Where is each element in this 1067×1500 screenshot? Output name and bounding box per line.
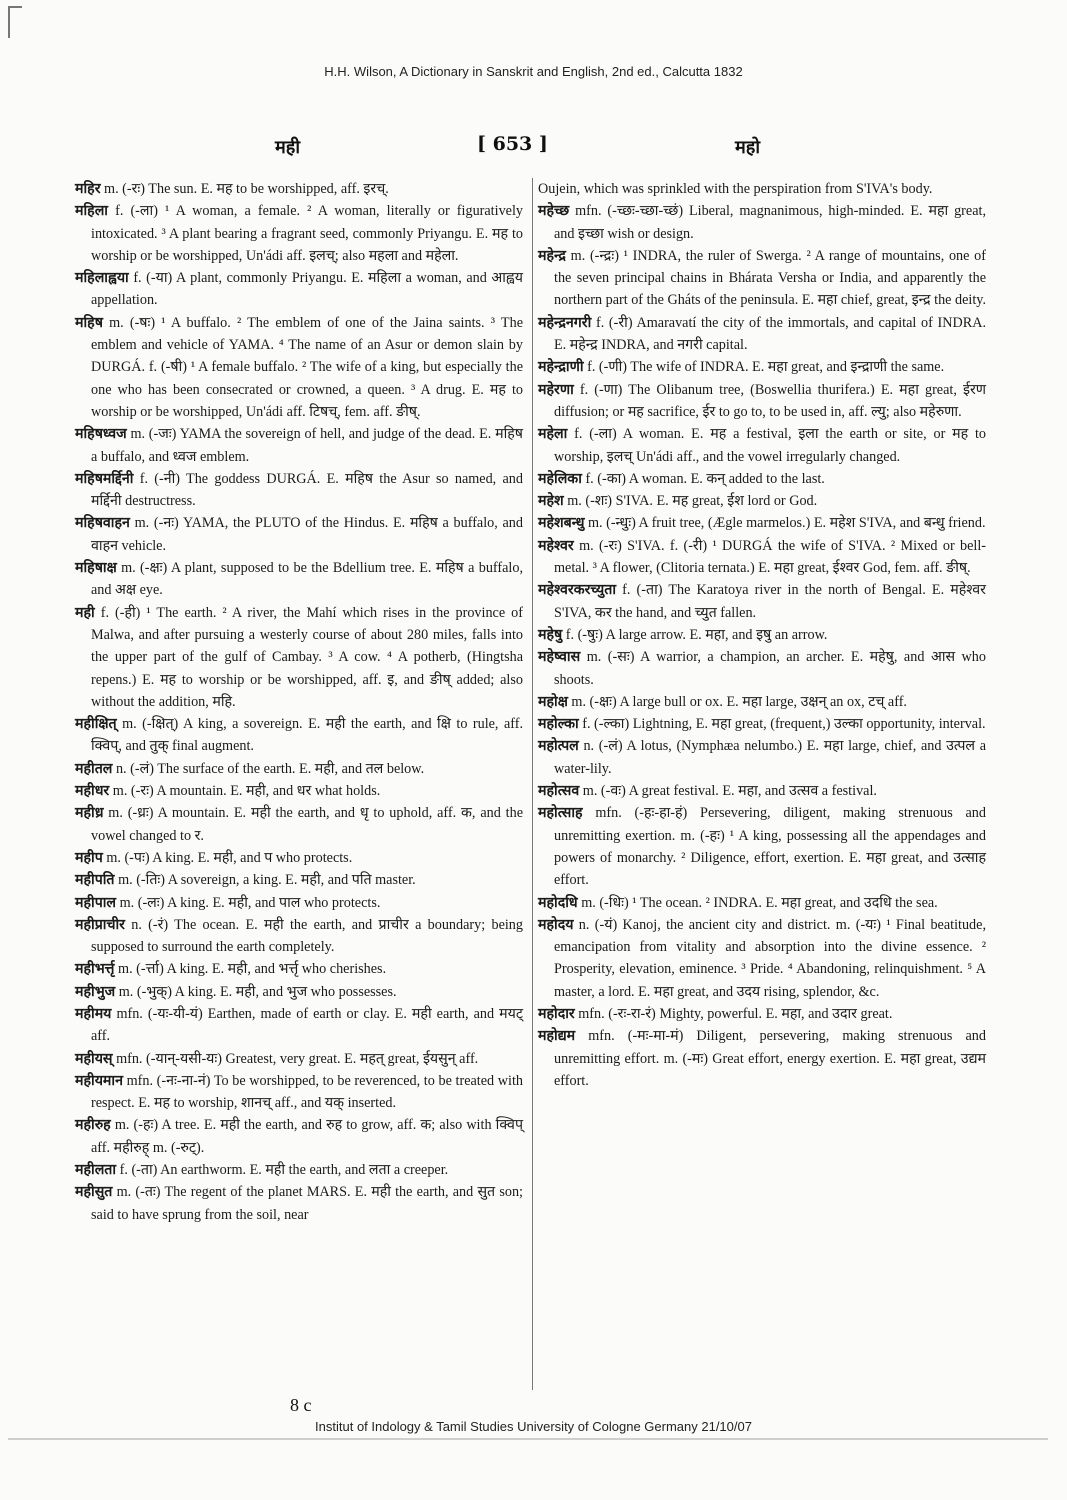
entry-definition: f. (-री) Amaravatí the city of the immortals, and capital of INDRA. E. महेन्द्र INDRA, and नगरी capital.: [554, 314, 986, 354]
entry-definition: m. (-क्षः) A large bull or ox. E. महा large, उक्षन् an ox, टच् aff.: [567, 693, 907, 710]
entry-headword: महेश्वर: [538, 537, 574, 554]
entry-headword: महोदय: [538, 916, 574, 933]
entry-definition: m. (-न्धुः) A fruit tree, (Ægle marmelos.) E. महेश S'IVA, and बन्धु friend.: [584, 515, 986, 532]
entry-headword: महेन्द्र: [538, 247, 566, 264]
entry-headword: महोत्साह: [538, 805, 583, 822]
dictionary-entry: [75, 312, 523, 423]
entry-headword: महीप: [75, 849, 103, 866]
entry-definition: m. (-क्षित्) A king, a sovereign. E. मही the earth, and क्षि to rule, aff. क्विप्, and तुक् final augment.: [91, 716, 523, 755]
entry-headword: महोत्पल: [538, 738, 579, 755]
dictionary-entry: [75, 178, 523, 200]
entry-definition: f. (-ला) A woman. E. मह a festival, इला the earth or site, or मह to worship, इलच् Un'ádi aff., and the vowel irregularly changed.: [554, 426, 986, 465]
entry-definition: f. (-षुः) A large arrow. E. महा, and इषु an arrow.: [562, 626, 828, 643]
entry-definition: f. (-णा) The Olibanum tree, (Boswellia thurifera.) E. महा great, ईरण diffusion; or मह sacrifice, ईर to go to, to be used in, aff. ल्यु; also महेरुणा.: [554, 381, 986, 420]
entry-definition: f. (-नी) The goddess DURGÁ. E. महिष the Asur so named, and मर्द्दिनी destructress.: [91, 470, 523, 510]
entry-definition: f. (-का) A woman. E. कन् added to the last.: [581, 470, 825, 487]
entry-definition: f. (-या) A plant, commonly Priyangu. E. महिला a woman, and आह्वय appellation.: [91, 270, 523, 309]
entry-headword: महिषाक्ष: [75, 560, 117, 577]
left-column: [75, 178, 523, 1226]
dictionary-entry: [538, 780, 986, 802]
dictionary-entry: [538, 1003, 986, 1025]
entry-definition: f. (-ता) An earthworm. E. मही the earth, and लता a creeper.: [116, 1162, 449, 1179]
dictionary-entry: [75, 512, 523, 557]
entry-definition: f. (-ता) The Karatoya river in the north of Bengal. E. महेश्वर S'IVA, कर the hand, and च्युत fallen.: [554, 582, 986, 621]
entry-headword: महीयमान: [75, 1072, 123, 1089]
dictionary-entry: [538, 356, 986, 378]
entry-definition: m. (-सः) A warrior, a champion, an archer. E. महेषु, and आस who shoots.: [554, 649, 986, 688]
entry-definition: m. (-रः) The sun. E. मह to be worshipped, aff. इरच्.: [100, 181, 389, 197]
dictionary-entry: [75, 892, 523, 914]
dictionary-entry: [538, 490, 986, 512]
entry-headword: महेला: [538, 426, 568, 443]
dictionary-entry: [75, 267, 523, 312]
dictionary-entry: [75, 958, 523, 980]
entry-definition: n. (-लं) A lotus, (Nymphæa nelumbo.) E. महा large, chief, and उत्पल a water-lily.: [554, 738, 986, 777]
dictionary-entry: [75, 602, 523, 713]
dictionary-entry: [75, 869, 523, 891]
entry-definition: m. (-क्षः) A plant, supposed to be the Bdellium tree. E. महिष a buffalo, and अक्ष eye.: [91, 560, 523, 599]
entry-definition: m. (-तः) The regent of the planet MARS. E. मही the earth, and सुत son; said to have sprung from the soil, near: [91, 1184, 523, 1223]
entry-headword: महीयस्: [75, 1050, 113, 1067]
entry-definition: f. (-ल्का) Lightning, E. महा great, (frequent,) उल्का opportunity, interval.: [578, 716, 986, 733]
dictionary-entry: [75, 200, 523, 267]
entry-definition: m. (-ध्रः) A mountain. E. मही the earth, and धृ to uphold, aff. क, and the vowel changed to र.: [91, 805, 523, 844]
entry-headword: महीपाल: [75, 894, 117, 911]
dictionary-entry: [75, 468, 523, 513]
dictionary-entry: [538, 802, 986, 891]
entry-headword: महोल्का: [538, 716, 579, 733]
entry-definition: m. (-र्त्ता) A king. E. मही, and भर्त्तृ who cherishes.: [114, 961, 387, 978]
entry-headword: महोक्ष: [538, 693, 568, 710]
entry-definition: m. (-षः) ¹ A buffalo. ² The emblem of one of the Jaina saints. ³ The emblem and vehicle of YAMA. ⁴ The name of an Asur or demon slain by DURGÁ. f. (-षी) ¹ A female buffalo. ² The wife of a king, but especially the one who has been consecrated or crowned, a queen. ³ A drug. E. मह to worship or be worshipped, Un'ádi aff. टिषच्, fem. aff. ङीष्.: [91, 314, 523, 420]
dictionary-entry: [538, 423, 986, 468]
entry-headword: महीभर्त्तृ: [75, 961, 115, 978]
entry-definition: n. (-लं) The surface of the earth. E. मही, and तल below.: [112, 760, 425, 777]
entry-headword: महिष: [75, 314, 103, 331]
dictionary-entry: [75, 981, 523, 1003]
entry-definition: Oujein, which was sprinkled with the perspiration from S'IVA's body.: [538, 181, 933, 197]
dictionary-entry: [75, 914, 523, 959]
dictionary-entry: [75, 423, 523, 468]
entry-headword: महिषवाहन: [75, 515, 130, 532]
entry-headword: महिषमर्द्दिनी: [75, 470, 134, 487]
entry-definition: mfn. (-हः-हा-हं) Persevering, diligent, making strenuous and unremitting exertion. m. (-हः) ¹ A king, possessing all the appendages and powers of monarchy. ² Diligence, effort, exertion. E. महा great, and उत्साह effort.: [554, 805, 986, 889]
entry-headword: महीतल: [75, 760, 113, 777]
entry-headword: महीलता: [75, 1162, 117, 1179]
dictionary-entry: [538, 914, 986, 1003]
entry-definition: mfn. (-यान्-यसी-यः) Greatest, very great. E. महत् great, ईयसुन् aff.: [112, 1050, 479, 1067]
footer-credit: Institut of Indology & Tamil Studies University of Cologne Germany 21/10/07: [315, 1419, 752, 1434]
dictionary-entry: [75, 802, 523, 847]
entry-definition: n. (-यं) Kanoj, the ancient city and district. m. (-यः) ¹ Final beatitude, emancipation from vitality and absorption into the divine essence. ² Prosperity, elevation, eminence. ³ Pride. ⁴ Abandoning, relinquishment. ⁵ A master, a lord. E. महा great, and उदय rising, splendor, &c.: [554, 916, 986, 1000]
entry-definition: mfn. (-यः-यी-यं) Earthen, made of earth or clay. E. मही earth, and मयट् aff.: [91, 1005, 523, 1045]
entry-headword: महोत्सव: [538, 783, 580, 800]
entry-headword: महीपति: [75, 872, 115, 889]
column-divider: [532, 178, 533, 1390]
entry-definition: n. (-रं) The ocean. E. मही the earth, and प्राचीर a boundary; being supposed to surround the earth completely.: [91, 916, 523, 956]
dictionary-entry: [538, 691, 986, 713]
dictionary-entry: [538, 735, 986, 780]
entry-definition: m. (-तिः) A sovereign, a king. E. मही, and पति master.: [114, 872, 416, 889]
entry-headword: महोदार: [538, 1005, 575, 1022]
entry-headword: महेशबन्धु: [538, 515, 585, 532]
entry-headword: महीक्षित्: [75, 716, 117, 733]
entry-headword: महीभुज: [75, 983, 116, 1000]
page-number: [ 653 ]: [477, 133, 548, 155]
entry-definition: mfn. (-रः-रा-रं) Mighty, powerful. E. महा, and उदार great.: [574, 1005, 893, 1022]
entry-headword: महेलिका: [538, 470, 582, 487]
dictionary-entry: [75, 780, 523, 802]
entry-headword: महोदधि: [538, 894, 578, 911]
dictionary-entry: [538, 713, 986, 735]
entry-headword: महेश्वरकरच्युता: [538, 582, 617, 599]
entry-definition: mfn. (-मः-मा-मं) Diligent, persevering, making strenuous and unremitting effort. m. (-मः) Great effort, energy exertion. E. महा great, उद्यम effort.: [554, 1028, 986, 1089]
entry-definition: f. (-ही) ¹ The earth. ² A river, the Mahí which rises in the province of Malwa, and after pursuing a westerly course of about 280 miles, falls into the upper part of the gulf of Cambay. ³ A cow. ⁴ A potherb, (Hingtsha repens.) E. मह to worship or be worshipped, aff. इ, and ङीष् added; also without the addition, महि.: [91, 604, 523, 710]
entry-headword: महीधर: [75, 783, 110, 800]
entry-headword: महेश: [538, 493, 564, 510]
scan-corner-mark: [8, 6, 22, 38]
dictionary-entry: [75, 557, 523, 602]
entry-definition: m. (-धिः) ¹ The ocean. ² INDRA. E. महा great, and उदधि the sea.: [577, 894, 938, 911]
dictionary-entry: [538, 245, 986, 312]
dictionary-entry: [75, 847, 523, 869]
dictionary-entry: [538, 892, 986, 914]
entry-headword: महीसुत: [75, 1184, 113, 1201]
entry-definition: m. (-हः) A tree. E. मही the earth, and रुह to grow, aff. क; also with क्विप् aff. महीरुह् m. (-रुट्).: [91, 1117, 523, 1156]
entry-headword: महीध्र: [75, 805, 104, 822]
entry-headword: महिषध्वज: [75, 426, 127, 443]
right-column: [538, 178, 986, 1092]
dictionary-entry: [75, 713, 523, 758]
entry-headword: महेन्द्राणी: [538, 359, 584, 376]
entry-headword: महेषु: [538, 626, 563, 643]
dictionary-entry: [538, 379, 986, 424]
entry-headword: महेरणा: [538, 381, 574, 398]
entry-headword: मही: [75, 604, 95, 621]
dictionary-entry: [75, 1114, 523, 1159]
entry-definition: m. (-शः) S'IVA. E. मह great, ईश lord or God.: [563, 493, 818, 510]
dictionary-entry: [75, 758, 523, 780]
dictionary-entry: [538, 468, 986, 490]
signature-mark: 8 c: [290, 1395, 312, 1415]
entry-definition: m. (-रः) A mountain. E. मही, and धर what holds.: [109, 783, 381, 800]
entry-headword: महीमय: [75, 1005, 112, 1022]
dictionary-entry: [538, 312, 986, 357]
dictionary-entry: [538, 646, 986, 691]
dictionary-entry: [538, 1025, 986, 1092]
dictionary-entry: [75, 1181, 523, 1226]
dictionary-entry: [75, 1159, 523, 1181]
entry-headword: महेष्वास: [538, 649, 581, 666]
entry-definition: m. (-लः) A king. E. मही, and पाल who protects.: [116, 894, 381, 911]
entry-definition: m. (-नः) YAMA, the PLUTO of the Hindus. E. महिष a buffalo, and वाहन vehicle.: [91, 515, 523, 554]
entry-definition: m. (-वः) A great festival. E. महा, and उत्सव a festival.: [579, 783, 877, 800]
dictionary-entry: [538, 512, 986, 534]
dictionary-entry: [538, 535, 986, 580]
entry-definition: m. (-भुक्) A king. E. मही, and भुज who possesses.: [115, 983, 397, 1000]
entry-definition: mfn. (-च्छः-च्छा-च्छं) Liberal, magnanimous, high-minded. E. महा great, and इच्छा wish or design.: [554, 203, 986, 242]
entry-headword: महिलाह्वया: [75, 270, 129, 287]
running-head-right: महो: [735, 137, 760, 158]
entry-headword: महेन्द्रनगरी: [538, 314, 592, 331]
entry-definition: m. (-जः) YAMA the sovereign of hell, and judge of the dead. E. महिष a buffalo, and ध्वज emblem.: [91, 426, 523, 465]
entry-definition: f. (-ला) ¹ A woman, a female. ² A woman, literally or figuratively intoxicated. ³ A plant bearing a fragrant seed, commonly Priyangu. E. मह to worship or be worshipped, Un'ádi aff. इलच्; also महला and महेला.: [91, 203, 523, 264]
entry-definition: m. (-न्द्रः) ¹ INDRA, the ruler of Swerga. ² A range of mountains, one of the seven principal chains in Bhárata Versha or India, and apparently the northern part of the Gháts of the peninsula. E. महा chief, great, इन्द्र the deity.: [554, 247, 987, 309]
dictionary-entry: [75, 1048, 523, 1070]
source-citation: H.H. Wilson, A Dictionary in Sanskrit and English, 2nd ed., Calcutta 1832: [324, 64, 743, 79]
scan-edge-rule: [8, 1438, 1048, 1440]
running-head: [255, 133, 795, 163]
dictionary-entry: [538, 200, 986, 245]
dictionary-entry: [75, 1003, 523, 1048]
dictionary-entry: [538, 624, 986, 646]
entry-headword: महीप्राचीर: [75, 916, 125, 933]
entry-definition: mfn. (-नः-ना-नं) To be worshipped, to be reverenced, to be treated with respect. E. मह to worship, शानच् aff., and यक् inserted.: [91, 1072, 523, 1112]
entry-headword: महेच्छ: [538, 203, 570, 220]
entry-definition: f. (-णी) The wife of INDRA. E. महा great, and इन्द्राणी the same.: [583, 359, 945, 376]
dictionary-entry: [538, 178, 986, 200]
entry-definition: m. (-रः) S'IVA. f. (-री) ¹ DURGÁ the wife of S'IVA. ² Mixed or bell-metal. ³ A flower, (Clitoria ternata.) E. महा great, ईश्वर God, fem. aff. ङीष्.: [554, 537, 986, 577]
dictionary-entry: [538, 579, 986, 624]
entry-definition: m. (-पः) A king. E. मही, and प who protects.: [102, 849, 353, 866]
dictionary-entry: [75, 1070, 523, 1115]
entry-headword: महिर: [75, 181, 101, 197]
entry-headword: महीरुह: [75, 1117, 111, 1134]
entry-headword: महिला: [75, 203, 108, 220]
running-head-left: मही: [275, 137, 300, 158]
entry-headword: महोद्यम: [538, 1028, 576, 1045]
